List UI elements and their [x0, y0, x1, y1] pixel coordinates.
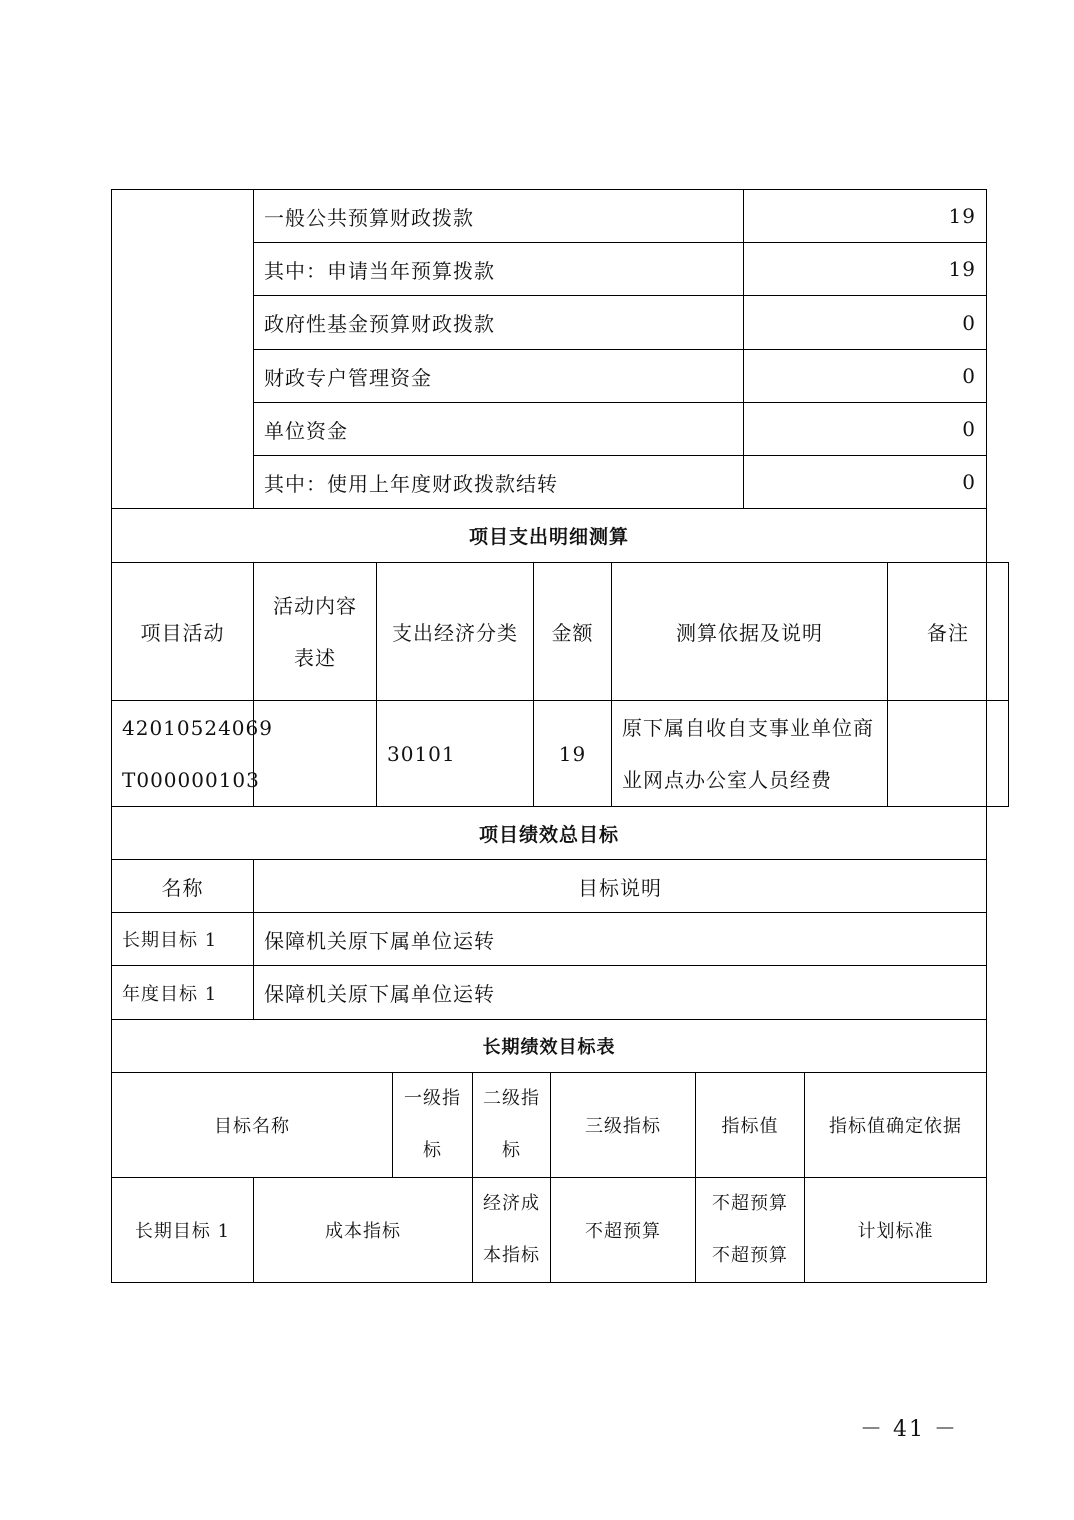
detail-content — [254, 701, 376, 806]
funding-label: 财政专户管理资金 — [264, 365, 432, 390]
funding-value: 0 — [962, 364, 976, 388]
goals-header-name: 名称 — [161, 875, 204, 900]
lt-level3: 不超预算 — [585, 1221, 661, 1242]
lt-level2: 经济成 本指标 — [483, 1193, 540, 1266]
goals-title: 项目绩效总目标 — [478, 823, 619, 846]
funding-label: 政府性基金预算财政拨款 — [264, 312, 495, 336]
funding-label: 一般公共预算财政拨款 — [264, 205, 474, 230]
detail-title: 项目支出明细测算 — [468, 526, 629, 548]
funding-value: 0 — [962, 310, 976, 335]
funding-label: 其中：申请当年预算拨款 — [264, 258, 495, 283]
detail-activity-code: 42010524069 T000000103 — [122, 715, 273, 792]
funding-value: 19 — [948, 257, 976, 281]
goal-name: 年度目标 1 — [122, 983, 218, 1005]
detail-remark — [888, 701, 1008, 806]
funding-value: 19 — [948, 204, 976, 228]
goals-header-desc: 目标说明 — [578, 875, 662, 900]
detail-basis: 原下属自收自支事业单位商 业网点办公室人员经费 — [622, 715, 874, 792]
longterm-title: 长期绩效目标表 — [482, 1037, 616, 1058]
lt-level1: 成本指标 — [325, 1221, 401, 1242]
header-remark: 备注 — [927, 621, 969, 645]
lt-header-basis: 指标值确定依据 — [829, 1116, 962, 1137]
header-basis: 测算依据及说明 — [676, 621, 823, 645]
lt-goal: 长期目标 1 — [134, 1221, 231, 1242]
page-number: － 41 － — [860, 1417, 958, 1442]
funding-value: 0 — [962, 470, 976, 494]
goal-desc: 保障机关原下属单位运转 — [264, 982, 495, 1006]
header-content: 活动内容 表述 — [273, 593, 357, 670]
header-econ-class: 支出经济分类 — [392, 621, 518, 645]
lt-value: 不超预算 不超预算 — [712, 1193, 788, 1266]
funding-label: 其中：使用上年度财政拨款结转 — [264, 471, 558, 496]
detail-econ-class: 30101 — [387, 741, 456, 766]
funding-label: 单位资金 — [264, 418, 348, 443]
goal-desc: 保障机关原下属单位运转 — [264, 928, 495, 953]
lt-basis: 计划标准 — [857, 1221, 934, 1242]
funding-value: 0 — [962, 417, 976, 441]
lt-header-value: 指标值 — [721, 1116, 779, 1137]
goal-name: 长期目标 1 — [122, 930, 218, 951]
header-amount: 金额 — [551, 621, 594, 645]
lt-header-level1: 一级指 标 — [404, 1088, 461, 1161]
lt-header-level2: 二级指 标 — [483, 1088, 540, 1161]
detail-amount: 19 — [558, 741, 587, 766]
header-activity: 项目活动 — [140, 621, 225, 645]
lt-header-level3: 三级指标 — [585, 1116, 661, 1137]
lt-header-goal-name: 目标名称 — [214, 1116, 290, 1137]
